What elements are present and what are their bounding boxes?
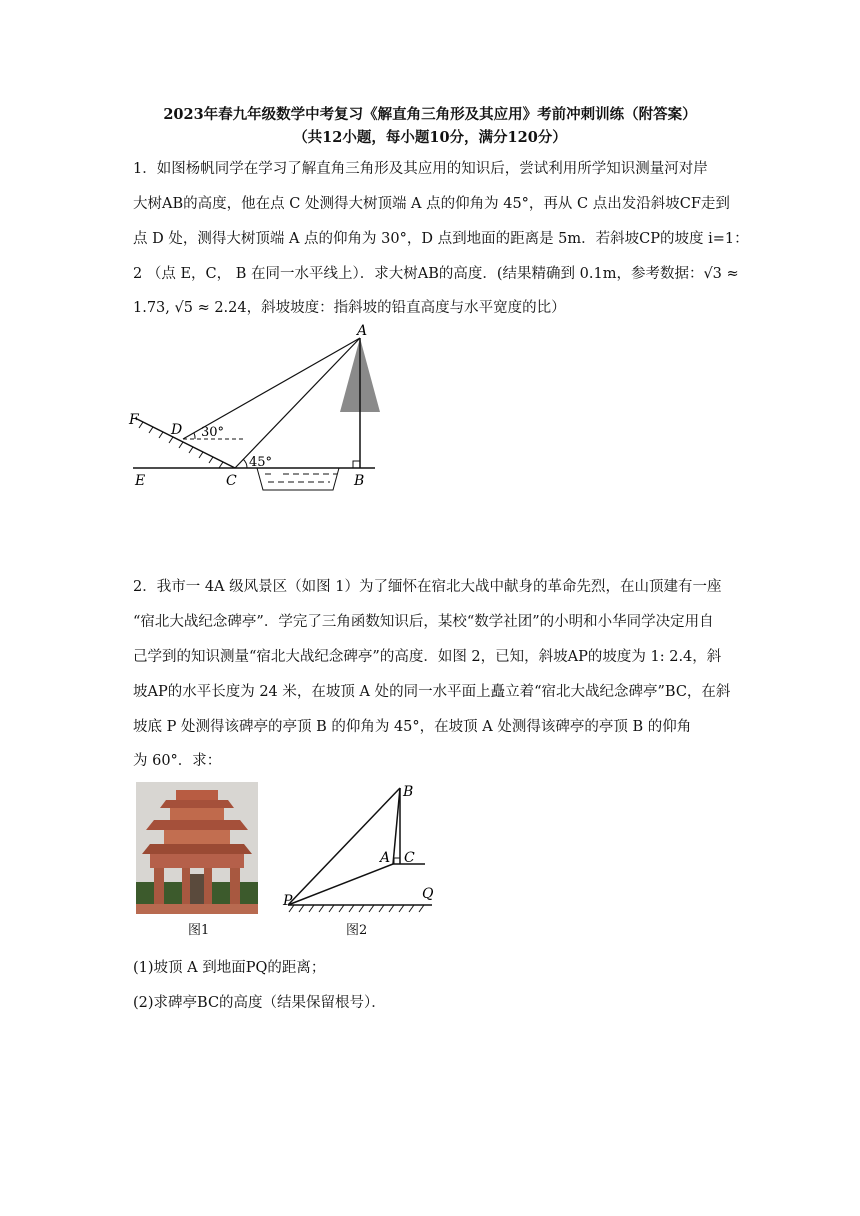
q2-line-3: 己学到的知识测量“宿北大战纪念碑亭”的高度．如图 2，已知，斜坡AP的坡度为 1: 2.4，斜 <box>133 649 722 665</box>
sight-line-da <box>183 338 360 439</box>
q2-sub-question-2: (2)求碑亭BC的高度（结果保留根号）． <box>133 995 386 1011</box>
fig1-caption: 图1 <box>188 923 210 938</box>
label-c2: C <box>404 850 415 866</box>
q2-sub-question-1: (1)坡顶 A 到地面PQ的距离； <box>133 960 326 976</box>
label-a2: A <box>380 850 391 866</box>
angle-arc-45 <box>243 459 247 468</box>
label-e: E <box>135 473 146 489</box>
sight-line-ab <box>393 788 400 864</box>
right-angle-c <box>394 858 400 864</box>
document-subtitle: （共12小题，每小题10分，满分120分） <box>293 129 567 146</box>
label-q2: Q <box>422 886 434 902</box>
label-p2: P <box>283 893 293 909</box>
pavilion-photo <box>136 782 258 914</box>
q2-figure <box>280 780 440 915</box>
q2-line-5: 坡底 P 处测得该碑亭的亭顶 B 的仰角为 45°，在坡顶 A 处测得该碑亭的亭顶 B 的仰角 <box>133 719 692 735</box>
q1-line-3: 点 D 处，测得大树顶端 A 点的仰角为 30°，D 点到地面的距离是 5m．若斜坡CP的坡度 i=1： <box>133 231 749 247</box>
q2-line-1: 2．我市一 4A 级风景区（如图 1）为了缅怀在宿北大战中献身的革命先烈，在山顶建有一座 <box>133 579 722 595</box>
q2-line-2: “宿北大战纪念碑亭”．学完了三角函数知识后，某校“数学社团”的小明和小华同学决定用自 <box>133 614 714 630</box>
q1-line-5: 1.73, √5 ≈ 2.24，斜坡坡度：指斜坡的铅直高度与水平宽度的比） <box>133 300 566 316</box>
river-water <box>257 468 339 490</box>
q2-line-4: 坡AP的水平长度为 24 米，在坡顶 A 处的同一水平面上矗立着“宿北大战纪念碑亭”BC，在斜 <box>133 684 731 700</box>
label-a: A <box>357 323 368 339</box>
angle-label-45: 45° <box>249 455 273 470</box>
ground-hatching <box>289 905 424 912</box>
label-f: F <box>129 412 139 428</box>
q1-figure <box>125 322 385 492</box>
sight-line-pb <box>288 788 400 905</box>
label-c: C <box>226 473 237 489</box>
q2-line-6: 为 60°．求： <box>133 753 222 769</box>
sight-line-ca <box>235 338 360 468</box>
label-d: D <box>171 422 183 438</box>
document-title: 2023年春九年级数学中考复习《解直角三角形及其应用》考前冲刺训练（附答案） <box>163 106 697 123</box>
angle-arc-30 <box>194 433 195 439</box>
fig2-caption: 图2 <box>346 923 368 938</box>
right-angle-b <box>353 461 360 468</box>
label-b: B <box>354 473 365 489</box>
label-b2: B <box>403 784 414 800</box>
q1-line-4: 2 （点 E，C， B 在同一水平线上）．求大树AB的高度．(结果精确到 0.1m，参考数据：√3 ≈ <box>133 266 739 282</box>
angle-label-30: 30° <box>201 425 225 440</box>
q1-line-1: 1．如图杨帆同学在学习了解直角三角形及其应用的知识后，尝试利用所学知识测量河对岸 <box>133 161 708 177</box>
slope-pa <box>288 864 393 905</box>
q1-line-2: 大树AB的高度，他在点 C 处测得大树顶端 A 点的仰角为 45°，再从 C 点出发沿斜坡CF走到 <box>133 196 730 212</box>
